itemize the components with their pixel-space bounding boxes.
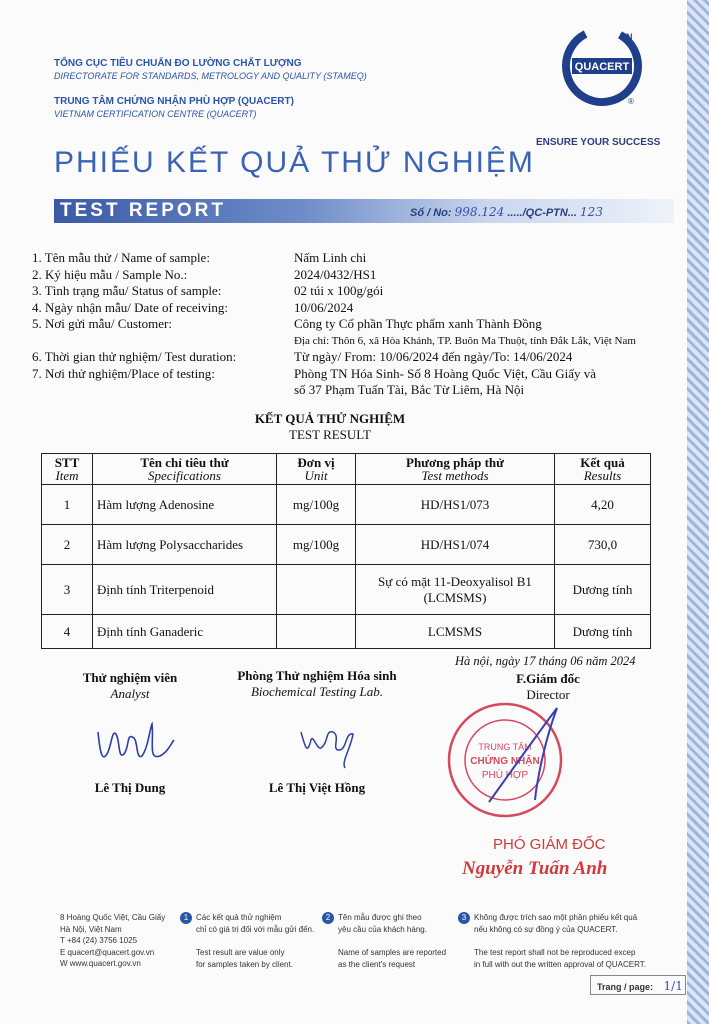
cell-method: LCMSMS	[356, 615, 555, 649]
svg-text:TRUNG TÂM: TRUNG TÂM	[478, 742, 532, 752]
info-label: 4. Ngày nhận mẫu/ Date of receiving:	[32, 299, 229, 315]
deputy-name: Nguyễn Tuấn Anh	[462, 858, 608, 879]
cell-method: HD/HS1/073	[356, 485, 555, 525]
cell-method: Sự có mặt 11-Deoxyalisol B1 (LCMSMS)	[356, 565, 555, 615]
org2-en: VIETNAM CERTIFICATION CENTRE (QUACERT)	[54, 109, 257, 119]
cell-stt: 2	[42, 525, 93, 565]
results-table	[41, 453, 651, 649]
lab-title: Phòng Thử nghiệm Hóa sinh	[237, 668, 397, 683]
cell-unit	[277, 615, 356, 649]
info-label: 1. Tên mẫu thử / Name of sample:	[32, 250, 210, 265]
quacert-logo	[560, 22, 644, 106]
director-block	[478, 671, 618, 703]
cell-method: HD/HS1/074	[356, 525, 555, 565]
cell-stt: 1	[42, 485, 93, 525]
official-stamp	[445, 700, 565, 820]
cell-unit: mg/100g	[277, 485, 356, 525]
cell-result: 4,20	[555, 485, 651, 525]
result-title-en: TEST RESULT	[289, 427, 371, 442]
cell-stt: 4	[42, 615, 93, 649]
logo-text: QUACERT	[574, 61, 630, 73]
decorative-border	[687, 0, 709, 1024]
logo-vn: VN	[620, 32, 633, 42]
table-row	[42, 485, 651, 525]
col-unit: Đơn vị Unit	[277, 454, 356, 485]
org2-vn: TRUNG TÂM CHỨNG NHẬN PHÙ HỢP (QUACERT)	[54, 96, 294, 107]
cell-unit	[277, 565, 356, 615]
col-stt: STT Item	[42, 454, 93, 485]
info-label: 3. Tình trạng mẫu/ Status of sample:	[32, 283, 222, 298]
slogan: ENSURE YOUR SUCCESS	[536, 137, 661, 148]
footer-note-1: 1 Các kết quả thử nghiệm chỉ có giá trị đối với mẫu gửi đến. Test result are value only for samples taken by client.	[180, 912, 314, 970]
analyst-title: Thử nghiệm viên	[82, 670, 178, 685]
report-number-handwritten: 998.124	[454, 205, 505, 219]
page-number: Trang / page: 1/1	[590, 975, 686, 995]
deputy-title: PHÓ GIÁM ĐỐC	[493, 836, 606, 853]
analyst-block	[60, 670, 200, 702]
lab-block	[222, 668, 412, 700]
table-row	[42, 525, 651, 565]
table-row	[42, 565, 651, 615]
lab-signature	[295, 720, 365, 772]
report-number: Số / No: 998.124 ...../QC-PTN... 123	[410, 205, 603, 219]
cell-stt: 3	[42, 565, 93, 615]
info-value: Từ ngày/ From: 10/06/2024 đến ngày/To: 14/06/2024	[294, 349, 573, 364]
col-spec: Tên chỉ tiêu thử Specifications	[93, 454, 277, 485]
cell-spec: Hàm lượng Polysaccharides	[93, 525, 277, 565]
footer-note-2: 2 Tên mẫu được ghi theo yêu cầu của khách hàng. Name of samples are reported as the client's request	[322, 912, 446, 970]
director-title-en: Director	[526, 687, 570, 702]
cell-unit: mg/100g	[277, 525, 356, 565]
svg-text:CHỨNG NHẬN: CHỨNG NHẬN	[470, 756, 540, 767]
info-label: 7. Nơi thử nghiệm/Place of testing:	[32, 365, 215, 381]
analyst-signature	[90, 712, 180, 772]
info-value: Địa chỉ: Thôn 6, xã Hòa Khánh, TP. Buôn Ma Thuột, tỉnh Đắk Lắk, Việt Nam	[294, 334, 636, 347]
svg-text:PHÙ HỢP: PHÙ HỢP	[481, 770, 529, 781]
lab-name: Lê Thị Việt Hồng	[268, 780, 366, 795]
info-label: 6. Thời gian thử nghiệm/ Test duration:	[32, 349, 237, 364]
info-value: Công ty Cổ phần Thực phẩm xanh Thành Đồng	[294, 316, 542, 331]
cell-result: Dương tính	[555, 565, 651, 615]
footer-note-3: 3 Không được trích sao một phần phiếu kết quả nếu không có sự đồng ý của QUACERT. The test report shall not be reproduced excep in full with out the written approval of QUACERT.	[458, 912, 646, 970]
table-row	[42, 615, 651, 649]
info-label: 5. Nơi gửi mẫu/ Customer:	[32, 316, 172, 331]
analyst-title-en: Analyst	[110, 686, 150, 701]
cell-spec: Hàm lượng Adenosine	[93, 485, 277, 525]
lab-title-en: Biochemical Testing Lab.	[250, 684, 384, 699]
org1-en: DIRECTORATE FOR STANDARDS, METROLOGY AND QUALITY (STAMEQ)	[54, 71, 367, 81]
info-value: 10/06/2024	[294, 299, 354, 315]
cell-spec: Định tính Triterpenoid	[93, 565, 277, 615]
org1-vn: TỔNG CỤC TIÊU CHUẨN ĐO LƯỜNG CHẤT LƯỢNG	[54, 58, 302, 69]
director-title: F.Giám đốc	[516, 671, 580, 686]
svg-text:®: ®	[628, 97, 634, 106]
cell-result: 730,0	[555, 525, 651, 565]
result-title-vn: KẾT QUẢ THỬ NGHIỆM	[254, 411, 406, 426]
issue-date: Hà nội, ngày 17 tháng 06 năm 2024	[455, 654, 636, 668]
table-header-row	[42, 454, 651, 485]
col-method: Phương pháp thử Test methods	[356, 454, 555, 485]
title-en: TEST REPORT	[60, 200, 227, 221]
analyst-name: Lê Thị Dung	[94, 780, 166, 795]
col-result: Kết quả Results	[555, 454, 651, 485]
info-value: Phòng TN Hóa Sinh- Số 8 Hoàng Quốc Việt, Cầu Giấy và	[294, 365, 597, 381]
info-label: 2. Ký hiệu mẫu / Sample No.:	[32, 266, 188, 282]
info-value: số 37 Phạm Tuấn Tài, Bắc Từ Liêm, Hà Nội	[294, 382, 525, 397]
cell-spec: Định tính Ganaderic	[93, 615, 277, 649]
info-value: Nấm Linh chi	[294, 250, 367, 265]
footer-address: 8 Hoàng Quốc Việt, Cầu Giấy Hà Nội, Việt Nam T +84 (24) 3756 1025 E quacert@quacert.gov.vn W www.quacert.gov.vn	[60, 913, 166, 968]
info-value: 02 túi x 100g/gói	[294, 283, 384, 298]
cell-result: Dương tính	[555, 615, 651, 649]
title-vn: PHIẾU KẾT QUẢ THỬ NGHIỆM	[54, 146, 535, 179]
info-value: 2024/0432/HS1	[294, 266, 377, 282]
